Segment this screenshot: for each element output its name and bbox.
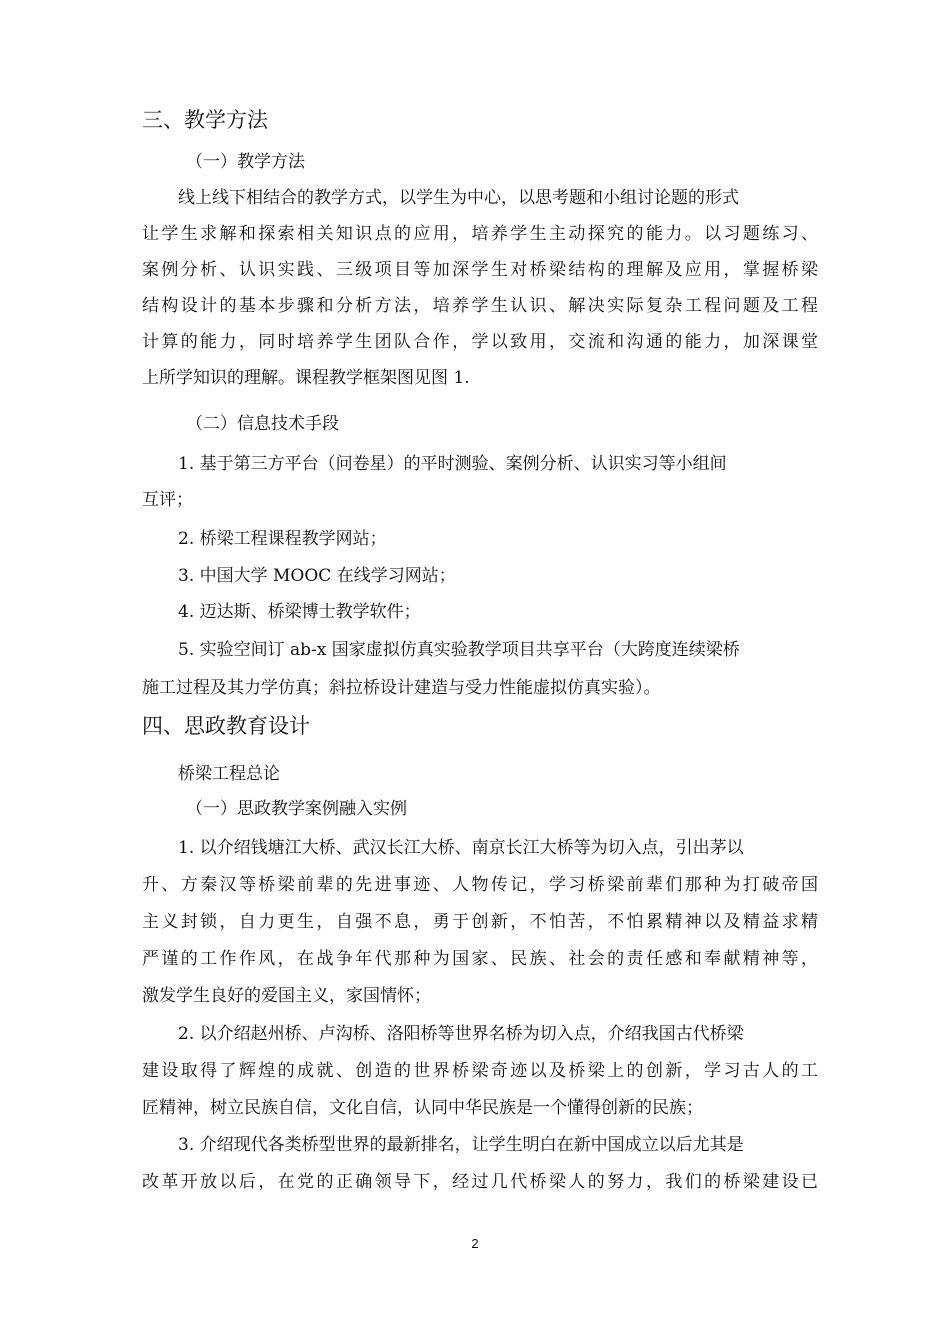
paragraph-line: 建设取得了辉煌的成就、创造的世界桥梁奇迹以及桥梁上的创新，学习古人的工: [142, 1061, 818, 1081]
list-item-continuation: 施工过程及其力学仿真；斜拉桥设计建造与受力性能虚拟仿真实验）。: [142, 678, 661, 698]
paragraph-line: 线上线下相结合的教学方式，以学生为中心，以思考题和小组讨论题的形式: [178, 188, 739, 208]
paragraph-line: 让学生求解和探索相关知识点的应用，培养学生主动探究的能力。以习题练习、: [142, 224, 818, 244]
list-item-continuation: 互评；: [142, 490, 193, 510]
paragraph-line: 升、方秦汉等桥梁前辈的先进事迹、人物传记，学习桥梁前辈们那种为打破帝国: [142, 875, 818, 895]
paragraph-line: 主义封锁，自力更生，自强不息，勇于创新，不怕苦，不怕累精神以及精益求精: [142, 912, 818, 932]
list-item: 1. 基于第三方平台（问卷星）的平时测验、案例分析、认识实习等小组间: [178, 454, 727, 474]
paragraph-line: 1. 以介绍钱塘江大桥、武汉长江大桥、南京长江大桥等为切入点，引出茅以: [178, 838, 744, 858]
subsection-title-it-means: （二）信息技术手段: [186, 414, 339, 434]
paragraph-line: 改革开放以后，在党的正确领导下，经过几代桥梁人的努力，我们的桥梁建设已: [142, 1172, 818, 1192]
paragraph-line: 上所学知识的理解。课程教学框架图见图 1.: [142, 368, 470, 388]
page-number: 2: [471, 1236, 479, 1251]
paragraph-line: 3. 介绍现代各类桥型世界的最新排名，让学生明白在新中国成立以后尤其是: [178, 1135, 744, 1155]
paragraph-line: 2. 以介绍赵州桥、卢沟桥、洛阳桥等世界名桥为切入点，介绍我国古代桥梁: [178, 1024, 744, 1044]
course-title: 桥梁工程总论: [178, 764, 280, 784]
list-item: 3. 中国大学 MOOC 在线学习网站；: [178, 566, 456, 586]
paragraph-line: 案例分析、认识实践、三级项目等加深学生对桥梁结构的理解及应用，掌握桥梁: [142, 260, 818, 280]
section-heading-teaching-methods: 三、教学方法: [142, 108, 268, 132]
subsection-title-cases: （一）思政教学案例融入实例: [186, 799, 407, 819]
subsection-title-teaching-methods: （一）教学方法: [186, 152, 305, 172]
paragraph-line: 激发学生良好的爱国主义，家国情怀；: [142, 986, 431, 1006]
section-heading-ideological-education: 四、思政教育设计: [142, 714, 310, 738]
list-item: 2. 桥梁工程课程教学网站；: [178, 529, 387, 549]
paragraph-line: 严谨的工作作风，在战争年代那种为国家、民族、社会的责任感和奉献精神等，: [142, 949, 818, 969]
paragraph-line: 匠精神，树立民族自信，文化自信，认同中华民族是一个懂得创新的民族；: [142, 1098, 703, 1118]
paragraph-line: 结构设计的基本步骤和分析方法，培养学生认识、解决实际复杂工程问题及工程: [142, 296, 818, 316]
paragraph-line: 计算的能力，同时培养学生团队合作，学以致用，交流和沟通的能力，加深课堂: [142, 332, 818, 352]
list-item: 5. 实验空间订 ab-x 国家虚拟仿真实验教学项目共享平台（大跨度连续梁桥: [178, 640, 740, 660]
list-item: 4. 迈达斯、桥梁博士教学软件；: [178, 602, 421, 622]
